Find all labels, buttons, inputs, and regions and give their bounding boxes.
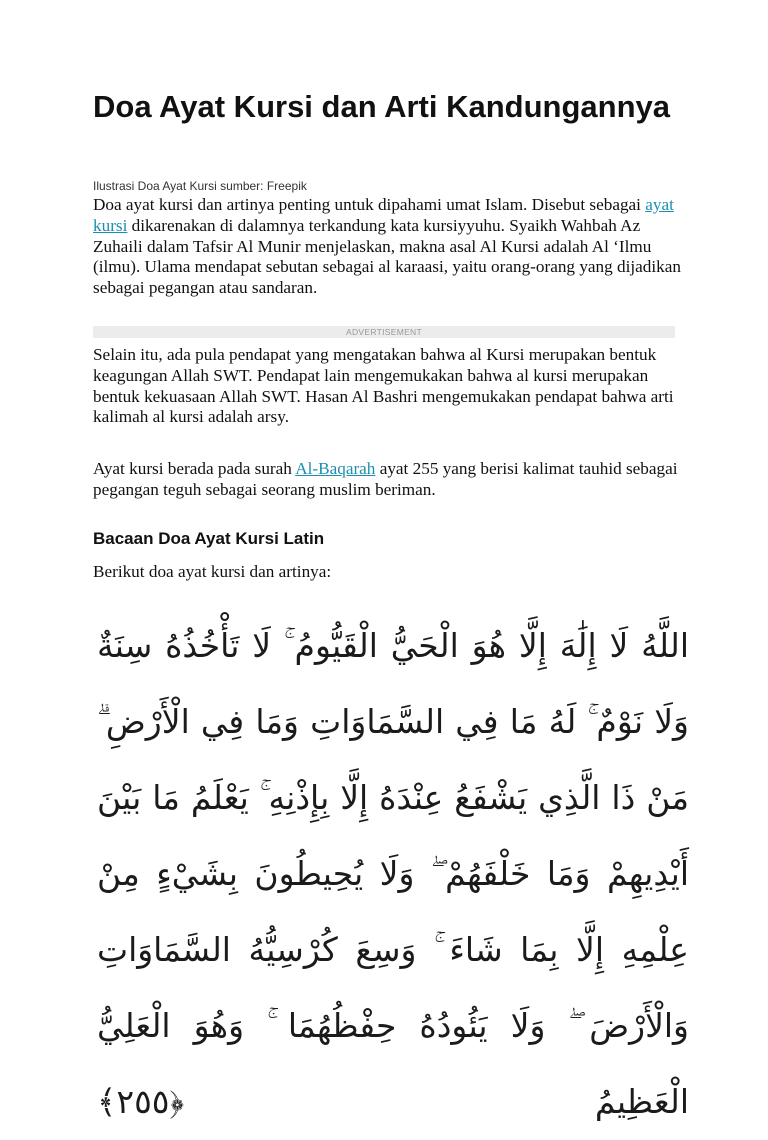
section-heading: Bacaan Doa Ayat Kursi Latin <box>93 529 325 548</box>
paragraph-intro <box>93 195 683 299</box>
ayat-kursi-link[interactable]: ayat kursi <box>93 195 674 235</box>
paragraph-surah <box>93 459 683 501</box>
paragraph-text: Ayat kursi berada pada surah <box>93 459 296 478</box>
advertisement-label: ADVERTISEMENT <box>93 326 675 338</box>
ayat-kursi-arabic-image: اللَّهُ لَا إِلَٰهَ إِلَّا هُوَ الْحَيُّ الْقَيُّومُ ۚ لَا تَأْخُذُهُ سِنَةٌ وَلَا نَوْمٌ ۚ لَهُ مَا فِي السَّمَاوَاتِ وَمَا فِي الْأَرْضِ ۗ مَنْ ذَا الَّذِي يَشْفَعُ عِنْدَهُ إِلَّا بِإِذْنِهِ ۚ يَعْلَمُ مَا بَيْنَ أَيْدِيهِمْ وَمَا خَلْفَهُمْ ۖ وَلَا يُحِيطُونَ بِشَيْءٍ مِنْ عِلْمِهِ إِلَّا بِمَا شَاءَ ۚ وَسِعَ كُرْسِيُّهُ السَّمَاوَاتِ وَالْأَرْضَ ۖ وَلَا يَئُودُهُ حِفْظُهُمَا ۚ وَهُوَ الْعَلِيُّ الْعَظِيمُ ﴿٢٥٥﴾ <box>97 626 689 1121</box>
paragraph-text: dikarenakan di dalamnya terkandung kata kursiyyuhu. Syaikh Wahbah Az Zuhaili dalam Tafsir Al Munir menjelaskan, makna asal Al Kursi adalah Al ‘Ilmu (ilmu). Ulama mendapat sebutan sebagai al karaasi, yaitu orang-orang yang dijadikan sebagai pegangan atau sandaran. <box>93 215 681 298</box>
paragraph-kursi-meaning: Selain itu, ada pula pendapat yang mengatakan bahwa al Kursi merupakan bentuk keagungan Allah SWT. Pendapat lain mengemukakan bahwa al kursi merupakan bentuk kekuasaan Allah SWT. Hasan Al Bashri mengemukakan pendapat bahwa arti kalimah al kursi adalah arsy. <box>93 345 674 427</box>
paragraph-text: ayat 255 yang berisi kalimat tauhid sebagai pegangan teguh sebagai seorang muslim beriman. <box>93 459 678 499</box>
paragraph-intro-verse: Berikut doa ayat kursi dan artinya: <box>93 562 332 581</box>
image-caption: Ilustrasi Doa Ayat Kursi sumber: Freepik <box>93 179 307 193</box>
al-baqarah-link[interactable]: Al-Baqarah <box>295 459 376 478</box>
paragraph-text: Doa ayat kursi dan artinya penting untuk dipahami umat Islam. Disebut sebagai <box>93 195 646 214</box>
article-title: Doa Ayat Kursi dan Arti Kandungannya <box>93 89 671 124</box>
